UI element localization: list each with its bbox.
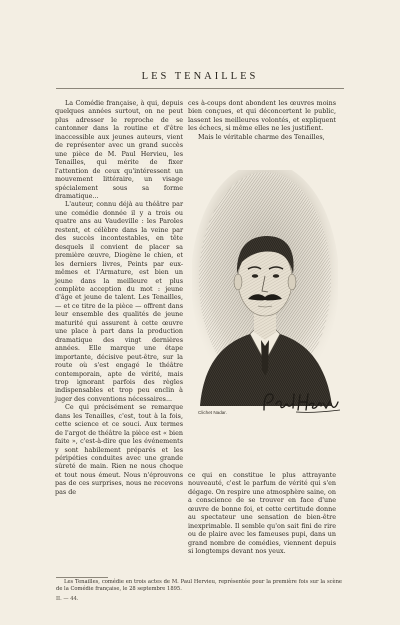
portrait-illustration [192, 170, 338, 406]
right-column-top [188, 99, 336, 141]
page-title: LES TENAILLES [141, 71, 259, 82]
right-paragraph-continued-bottom: ce qui en constitue le plus attrayante nouveauté, c'est le parfum de vérité qui s'en dégage. On respire une atmosphère saine, on a conscience de se trouver en face d'une œuvre de bonne foi, et cette certitude donne au spectateur une sensation de bien-être inexprimable. Il semble qu'on sait fini de rire ou de plaire avec les fameuses pupi, dans un grand nombre de comédies, viennent depuis si longtemps devant nos yeux. [188, 471, 336, 556]
portrait-engraving [192, 170, 338, 406]
right-column-bottom [188, 471, 336, 556]
left-paragraph-2: L'auteur, connu déjà au théâtre par une comédie donnée il y a trois ou quatre ans au Vaudeville : les Paroles restent, et célèbre dans la veine par des succès incontestables, en tête desquels il convient de placer sa première œuvre, Diogène le chien, et les derniers livres, Peints par eux-mêmes et l'Armature, est bien un jeune dans la meilleure et plus complète acception du mot : jeune d'âge et jeune de talent. Les Tenailles, — et ce titre de la pièce — offrent dans leur ensemble des qualités de jeune maturité qui assurent à cette œuvre une place à part dans la production dramatique des vingt dernières années. Elle marque une étape importante, décisive peut-être, sur la route où s'est engagé le théâtre contemporain, apte de vérité, mais trop ignorant parfois des règles indispensables et trop peu enclin à juger des conventions nécessaires... [55, 200, 183, 403]
title-rule [56, 88, 344, 89]
signature-drawing [260, 390, 342, 416]
left-paragraph-1: La Comédie française, à qui, depuis quelques années surtout, on ne peut plus adresser le reproche de se cantonner dans la routine et d'être inaccessible aux jeunes auteurs, vient de représenter avec un grand succès une pièce de M. Paul Hervieu, les Tenailles, qui mérite de fixer l'attention de ceux qu'intéressent un mouvement littéraire, un visage spécialement sous sa forme dramatique... [55, 99, 183, 200]
photo-credit-caption: Clichet Nadar. [198, 410, 227, 415]
left-paragraph-3: Ce qui précisément se remarque dans les Tenailles, c'est, tout à la fois, cette science et ce souci. Aux termes de l'argot de théâtre la pièce est « bien faite », c'est-à-dire que les événements y sont habilement préparés et les péripéties conduites avec une grande sûreté de main. Rien ne nous choque et tout nous émeut. Nous n'éprouvons pas de ces surprises, nous ne recevons pas de [55, 403, 183, 496]
right-paragraph-lead: Mais le véritable charme des Tenailles, [198, 132, 325, 141]
right-paragraph-continued: ces à-coups dont abondent les œuvres moins bien conçues, et qui déconcertent le public, lassent les meilleures volontés, et expliquent les échecs, si même elles ne les justifient. [188, 99, 336, 133]
left-column [55, 99, 183, 496]
signature [260, 390, 342, 416]
footnote-text: Les Tenailles, comédie en trois actes de M. Paul Hervieu, représentée pour la première fois sur la scène de la Comédie française, le 28 septembre 1895. [56, 579, 342, 592]
folio: II. — 44. [56, 596, 79, 602]
footnote-rule [56, 577, 108, 578]
footnote [56, 579, 342, 593]
